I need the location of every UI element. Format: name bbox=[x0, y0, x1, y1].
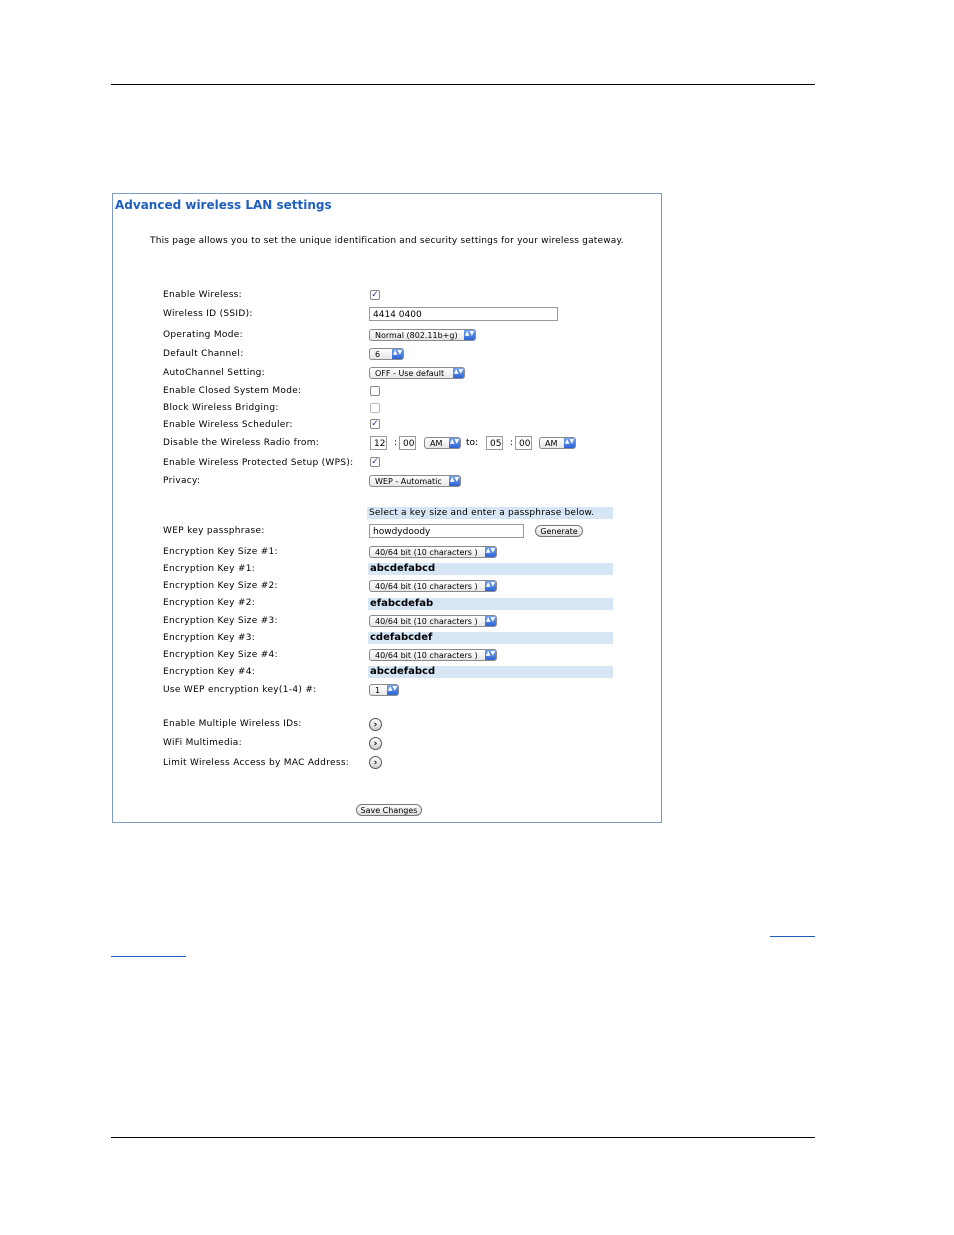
scheduler-checkbox[interactable]: ✓ bbox=[371, 419, 379, 429]
from-hour-input[interactable]: 12 bbox=[370, 436, 387, 450]
up-down-arrows-icon: ▲▼ bbox=[449, 438, 460, 448]
up-down-arrows-icon: ▲▼ bbox=[564, 438, 575, 448]
up-down-arrows-icon: ▲▼ bbox=[485, 547, 496, 557]
operating-mode-label: Operating Mode: bbox=[163, 330, 243, 340]
from-ampm-select[interactable] bbox=[424, 437, 461, 449]
passphrase-label: WEP key passphrase: bbox=[163, 526, 265, 536]
use-key-label: Use WEP encryption key(1-4) #: bbox=[163, 685, 317, 695]
closed-system-checkbox[interactable] bbox=[370, 386, 380, 396]
up-down-arrows-icon: ▲▼ bbox=[485, 616, 496, 626]
key-1-value[interactable]: abcdefabcd bbox=[368, 563, 613, 575]
block-bridging-checkbox[interactable] bbox=[370, 403, 380, 413]
intro-text: This page allows you to set the unique identification and security settings for your wireless gateway. bbox=[150, 236, 624, 246]
block-bridging-label: Block Wireless Bridging: bbox=[163, 403, 279, 413]
key-size-2-select[interactable] bbox=[369, 580, 497, 592]
wps-label: Enable Wireless Protected Setup (WPS): bbox=[163, 458, 354, 468]
header-rule bbox=[111, 84, 815, 85]
operating-mode-value: Normal (802.11b+g) bbox=[375, 331, 458, 340]
to-ampm-value: AM bbox=[545, 439, 558, 448]
wifi-multimedia-label: WiFi Multimedia: bbox=[163, 738, 242, 748]
default-channel-select[interactable] bbox=[369, 348, 404, 360]
mac-limit-label: Limit Wireless Access by MAC Address: bbox=[163, 758, 350, 768]
autochannel-value: OFF - Use default bbox=[375, 369, 445, 378]
link-underline[interactable] bbox=[111, 956, 186, 957]
operating-mode-select[interactable] bbox=[369, 329, 476, 341]
key-size-3-select[interactable] bbox=[369, 615, 497, 627]
up-down-arrows-icon: ▲▼ bbox=[387, 685, 398, 695]
save-changes-button[interactable]: Save Changes bbox=[356, 804, 422, 816]
key-4-label: Encryption Key #4: bbox=[163, 667, 256, 677]
link-underline[interactable] bbox=[770, 936, 815, 937]
key-2-value[interactable]: efabcdefab bbox=[368, 598, 613, 610]
key-4-value[interactable]: abcdefabcd bbox=[368, 666, 613, 678]
up-down-arrows-icon: ▲▼ bbox=[464, 330, 475, 340]
key-1-label: Encryption Key #1: bbox=[163, 564, 256, 574]
footer-rule bbox=[111, 1137, 815, 1138]
ssid-label: Wireless ID (SSID): bbox=[163, 309, 253, 319]
from-minute-input[interactable]: 00 bbox=[399, 436, 416, 450]
time-separator: : bbox=[394, 438, 398, 448]
key-size-4-value: 40/64 bit (10 characters ) bbox=[375, 651, 478, 660]
autochannel-label: AutoChannel Setting: bbox=[163, 368, 265, 378]
to-hour-input[interactable]: 05 bbox=[486, 436, 503, 450]
key-size-1-label: Encryption Key Size #1: bbox=[163, 547, 278, 557]
up-down-arrows-icon: ▲▼ bbox=[392, 349, 403, 359]
ssid-input[interactable]: 4414 0400 bbox=[369, 307, 558, 321]
up-down-arrows-icon: ▲▼ bbox=[449, 476, 460, 486]
key-hint-text: Select a key size and enter a passphrase below. bbox=[367, 507, 613, 519]
arrow-right-circle-icon[interactable]: › bbox=[369, 737, 382, 750]
up-down-arrows-icon: ▲▼ bbox=[485, 581, 496, 591]
key-size-2-label: Encryption Key Size #2: bbox=[163, 581, 278, 591]
multiple-ids-label: Enable Multiple Wireless IDs: bbox=[163, 719, 302, 729]
key-3-value[interactable]: cdefabcdef bbox=[368, 632, 613, 644]
key-3-label: Encryption Key #3: bbox=[163, 633, 256, 643]
time-separator: : bbox=[510, 438, 514, 448]
arrow-right-circle-icon[interactable]: › bbox=[369, 718, 382, 731]
default-channel-value: 6 bbox=[375, 350, 381, 359]
privacy-label: Privacy: bbox=[163, 476, 201, 486]
privacy-value: WEP - Automatic bbox=[375, 477, 442, 486]
wps-checkbox[interactable]: ✓ bbox=[371, 457, 379, 467]
passphrase-input[interactable]: howdydoody bbox=[369, 524, 524, 538]
from-ampm-value: AM bbox=[430, 439, 443, 448]
closed-system-label: Enable Closed System Mode: bbox=[163, 386, 302, 396]
page-title: Advanced wireless LAN settings bbox=[115, 198, 332, 212]
use-key-select[interactable] bbox=[369, 684, 399, 696]
key-size-1-value: 40/64 bit (10 characters ) bbox=[375, 548, 478, 557]
enable-wireless-label: Enable Wireless: bbox=[163, 290, 243, 300]
default-channel-label: Default Channel: bbox=[163, 349, 244, 359]
to-minute-input[interactable]: 00 bbox=[515, 436, 532, 450]
to-label: to: bbox=[466, 438, 479, 448]
key-size-1-select[interactable] bbox=[369, 546, 497, 558]
key-2-label: Encryption Key #2: bbox=[163, 598, 256, 608]
use-key-value: 1 bbox=[375, 686, 381, 695]
key-size-2-value: 40/64 bit (10 characters ) bbox=[375, 582, 478, 591]
disable-radio-label: Disable the Wireless Radio from: bbox=[163, 438, 320, 448]
up-down-arrows-icon: ▲▼ bbox=[453, 368, 464, 378]
up-down-arrows-icon: ▲▼ bbox=[485, 650, 496, 660]
generate-button[interactable]: Generate bbox=[535, 525, 583, 537]
autochannel-select[interactable] bbox=[369, 367, 465, 379]
key-size-4-select[interactable] bbox=[369, 649, 497, 661]
key-size-4-label: Encryption Key Size #4: bbox=[163, 650, 278, 660]
key-size-3-label: Encryption Key Size #3: bbox=[163, 616, 278, 626]
enable-wireless-checkbox[interactable]: ✓ bbox=[371, 290, 379, 300]
scheduler-label: Enable Wireless Scheduler: bbox=[163, 420, 293, 430]
key-size-3-value: 40/64 bit (10 characters ) bbox=[375, 617, 478, 626]
privacy-select[interactable] bbox=[369, 475, 461, 487]
settings-panel bbox=[112, 193, 662, 823]
arrow-right-circle-icon[interactable]: › bbox=[369, 756, 382, 769]
to-ampm-select[interactable] bbox=[539, 437, 576, 449]
